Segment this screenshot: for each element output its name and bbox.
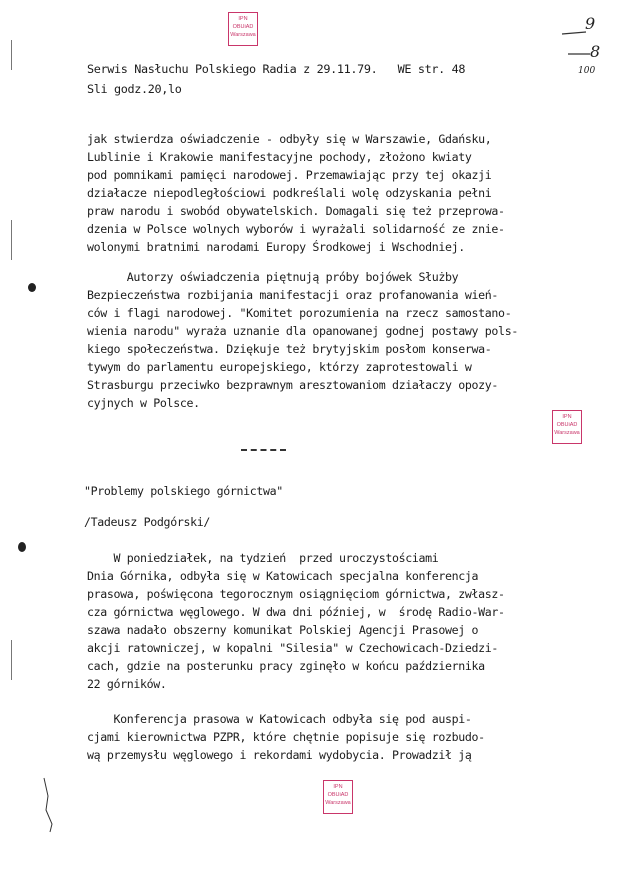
text-line: ców i flagi narodowej. "Komitet porozumienia na rzecz samostano- bbox=[87, 306, 512, 320]
text-line: cyjnych w Polsce. bbox=[87, 396, 200, 410]
ipn-stamp bbox=[552, 410, 582, 444]
text-line: prasowa, poświęcona tegorocznym osiągnięciom górnictwa, zwłasz- bbox=[87, 587, 505, 601]
text-line: Autorzy oświadczenia piętnują próby bojówek Służby bbox=[87, 270, 459, 284]
text-line: Strasburgu przeciwko bezprawnym aresztowaniom działaczy opozy- bbox=[87, 378, 499, 392]
stamp-line-2: OBUiAD bbox=[327, 792, 349, 798]
header-line-1: Serwis Nasłuchu Polskiego Radia z 29.11.79. WE str. 48 bbox=[87, 62, 466, 76]
stamp-line-1: IPN bbox=[562, 414, 572, 420]
stamp-line-1: IPN bbox=[238, 16, 248, 22]
text-line: jak stwierdza oświadczenie - odbyły się w Warszawie, Gdańsku, bbox=[87, 132, 492, 146]
header-line-2: Sli godz.20,lo bbox=[87, 82, 182, 96]
text-line: wolonymi bratnimi narodami Europy Środkowej i Wschodniej. bbox=[87, 240, 465, 254]
text-line: cjami kierownictwa PZPR, które chętnie popisuje się rozbudo- bbox=[87, 730, 485, 744]
text-line: 22 górników. bbox=[87, 677, 167, 691]
ipn-stamp bbox=[228, 12, 258, 46]
text-line: Dnia Górnika, odbyła się w Katowicach specjalna konferencja bbox=[87, 569, 479, 583]
text-line: kiego społeczeństwa. Dziękuje też brytyjskim posłom konserwa- bbox=[87, 342, 492, 356]
pen-scribble bbox=[40, 776, 70, 836]
text-line: wienia narodu" wyraża uznanie dla opanowanej godnej postawy pols- bbox=[87, 324, 518, 338]
text-line: Konferencja prasowa w Katowicach odbyła się pod auspi- bbox=[87, 712, 472, 726]
ipn-stamp bbox=[323, 780, 353, 814]
text-line: akcji ratowniczej, w kopalni "Silesia" w Czechowicach-Dziedzi- bbox=[87, 641, 499, 655]
article-author: /Tadeusz Podgórski/ bbox=[84, 515, 210, 529]
stamp-line-3: Warszawa bbox=[325, 800, 351, 806]
stamp-line-1: IPN bbox=[333, 784, 343, 790]
text-line: szawa nadało obszerny komunikat Polskiej Agencji Prasowej o bbox=[87, 623, 479, 637]
text-line: praw narodu i swobód obywatelskich. Domagali się też przeprowa- bbox=[87, 204, 505, 218]
margin-number-2: 8 bbox=[590, 42, 601, 61]
punch-hole-mark bbox=[28, 283, 36, 292]
handwriting-strokes bbox=[560, 20, 610, 70]
text-line: działacze niepodległościowi podkreślali wolę odzyskania pełni bbox=[87, 186, 492, 200]
text-line: cach, gdzie na posterunku pracy zginęło w końcu października bbox=[87, 659, 485, 673]
text-line: Lublinie i Krakowie manifestacyjne pochody, złożono kwiaty bbox=[87, 150, 472, 164]
scan-edge-mark bbox=[11, 40, 12, 70]
section-divider bbox=[241, 449, 286, 451]
text-line: tywym do parlamentu europejskiego, którzy zaprotestowali w bbox=[87, 360, 472, 374]
article-title: "Problemy polskiego górnictwa" bbox=[84, 484, 283, 498]
scan-edge-mark bbox=[11, 640, 12, 680]
text-line: W poniedziałek, na tydzień przed uroczystościami bbox=[87, 551, 439, 565]
margin-number-1: 9 bbox=[585, 14, 596, 33]
text-line: pod pomnikami pamięci narodowej. Przemawiając przy tej okazji bbox=[87, 168, 492, 182]
stamp-line-2: OBUiAD bbox=[556, 422, 578, 428]
stamp-line-2: OBUiAD bbox=[232, 24, 254, 30]
scan-edge-mark bbox=[11, 220, 12, 260]
stamp-line-3: Warszawa bbox=[554, 430, 580, 436]
punch-hole-mark bbox=[18, 542, 26, 552]
text-line: dzenia w Polsce wolnych wyborów i wyrażali solidarność ze znie- bbox=[87, 222, 505, 236]
text-line: cza górnictwa węglowego. W dwa dni później, w środę Radio-War- bbox=[87, 605, 505, 619]
text-line: Bezpieczeństwa rozbijania manifestacji oraz profanowania wień- bbox=[87, 288, 499, 302]
stamp-line-3: Warszawa bbox=[230, 32, 256, 38]
margin-number-3: 100 bbox=[578, 66, 596, 76]
text-line: wą przemysłu węglowego i rekordami wydobycia. Prowadził ją bbox=[87, 748, 472, 762]
